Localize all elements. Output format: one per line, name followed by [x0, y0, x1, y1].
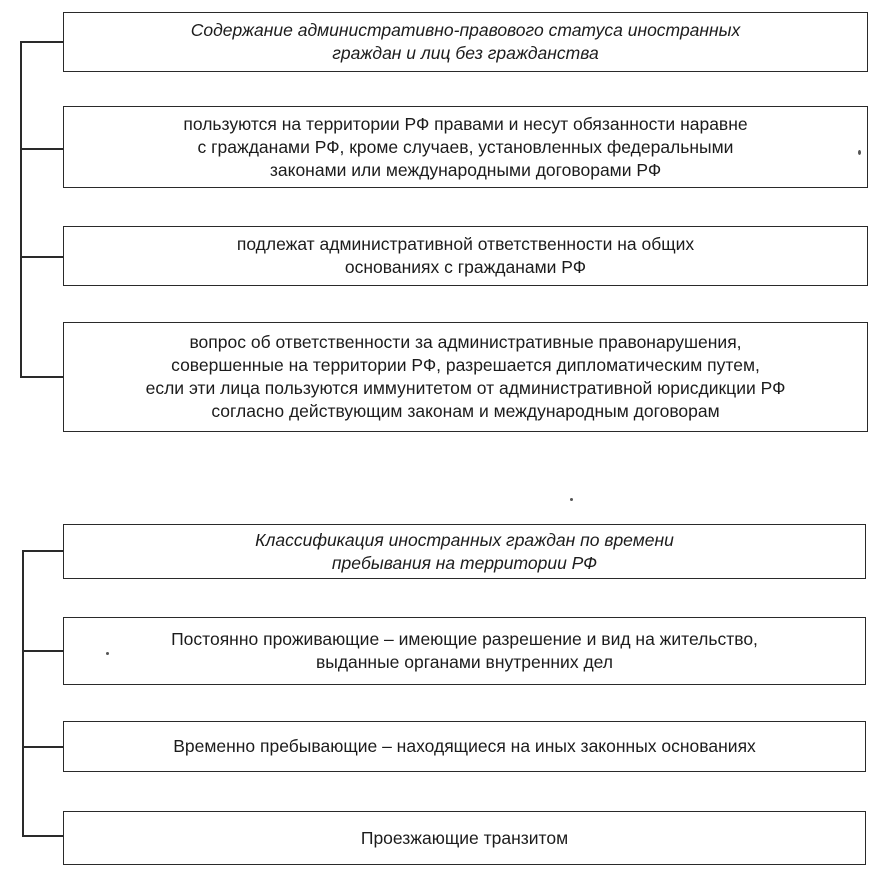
- classification-item-box: [63, 811, 866, 865]
- status-item-text: вопрос об ответственности за административные правонарушения, совершенные на территории РФ, разрешается дипломатическим путем, если эти лица пользуются иммунитетом от административной юрисдикции РФ согласно действующим законам и международным договорам: [145, 332, 786, 421]
- classification-item-text: Проезжающие транзитом: [360, 827, 569, 848]
- classification-item-box: [63, 617, 866, 685]
- classification-item-3-connector: [22, 835, 64, 837]
- classification-trunk-line: [22, 550, 24, 836]
- status-item-text: пользуются на территории РФ правами и несут обязанности наравне с гражданами РФ, кроме случаев, установленных федеральными законами или международными договорами РФ: [183, 113, 748, 180]
- scan-speck: [106, 652, 109, 655]
- classification-item-1-connector: [22, 650, 64, 652]
- status-item-3-connector: [20, 376, 64, 378]
- classification-item-text: Постоянно проживающие – имеющие разрешение и вид на жительство, выданные органами внутренних дел: [171, 629, 758, 672]
- classification-title-box: [63, 524, 866, 579]
- status-title-connector: [20, 41, 64, 43]
- classification-title-connector: [22, 550, 64, 552]
- scan-speck: [858, 150, 861, 155]
- status-item-text: подлежат административной ответственности на общих основаниях с гражданами РФ: [236, 234, 695, 277]
- status-item-box: [63, 322, 868, 432]
- classification-item-2-connector: [22, 746, 64, 748]
- classification-item-text: Временно пребывающие – находящиеся на иных законных основаниях: [173, 736, 756, 756]
- classification-item-box: [63, 721, 866, 772]
- status-item-1-connector: [20, 148, 64, 150]
- status-item-box: [63, 226, 868, 286]
- status-item-2-connector: [20, 256, 64, 258]
- status-trunk-line: [20, 41, 22, 377]
- classification-title-text: Классификация иностранных граждан по времени пребывания на территории РФ: [255, 529, 674, 573]
- status-title-text: Содержание административно-правового статуса иностранных граждан и лиц без гражданства: [190, 20, 741, 63]
- status-item-box: [63, 106, 868, 188]
- status-title-box: [63, 12, 868, 72]
- scan-speck: [570, 498, 573, 501]
